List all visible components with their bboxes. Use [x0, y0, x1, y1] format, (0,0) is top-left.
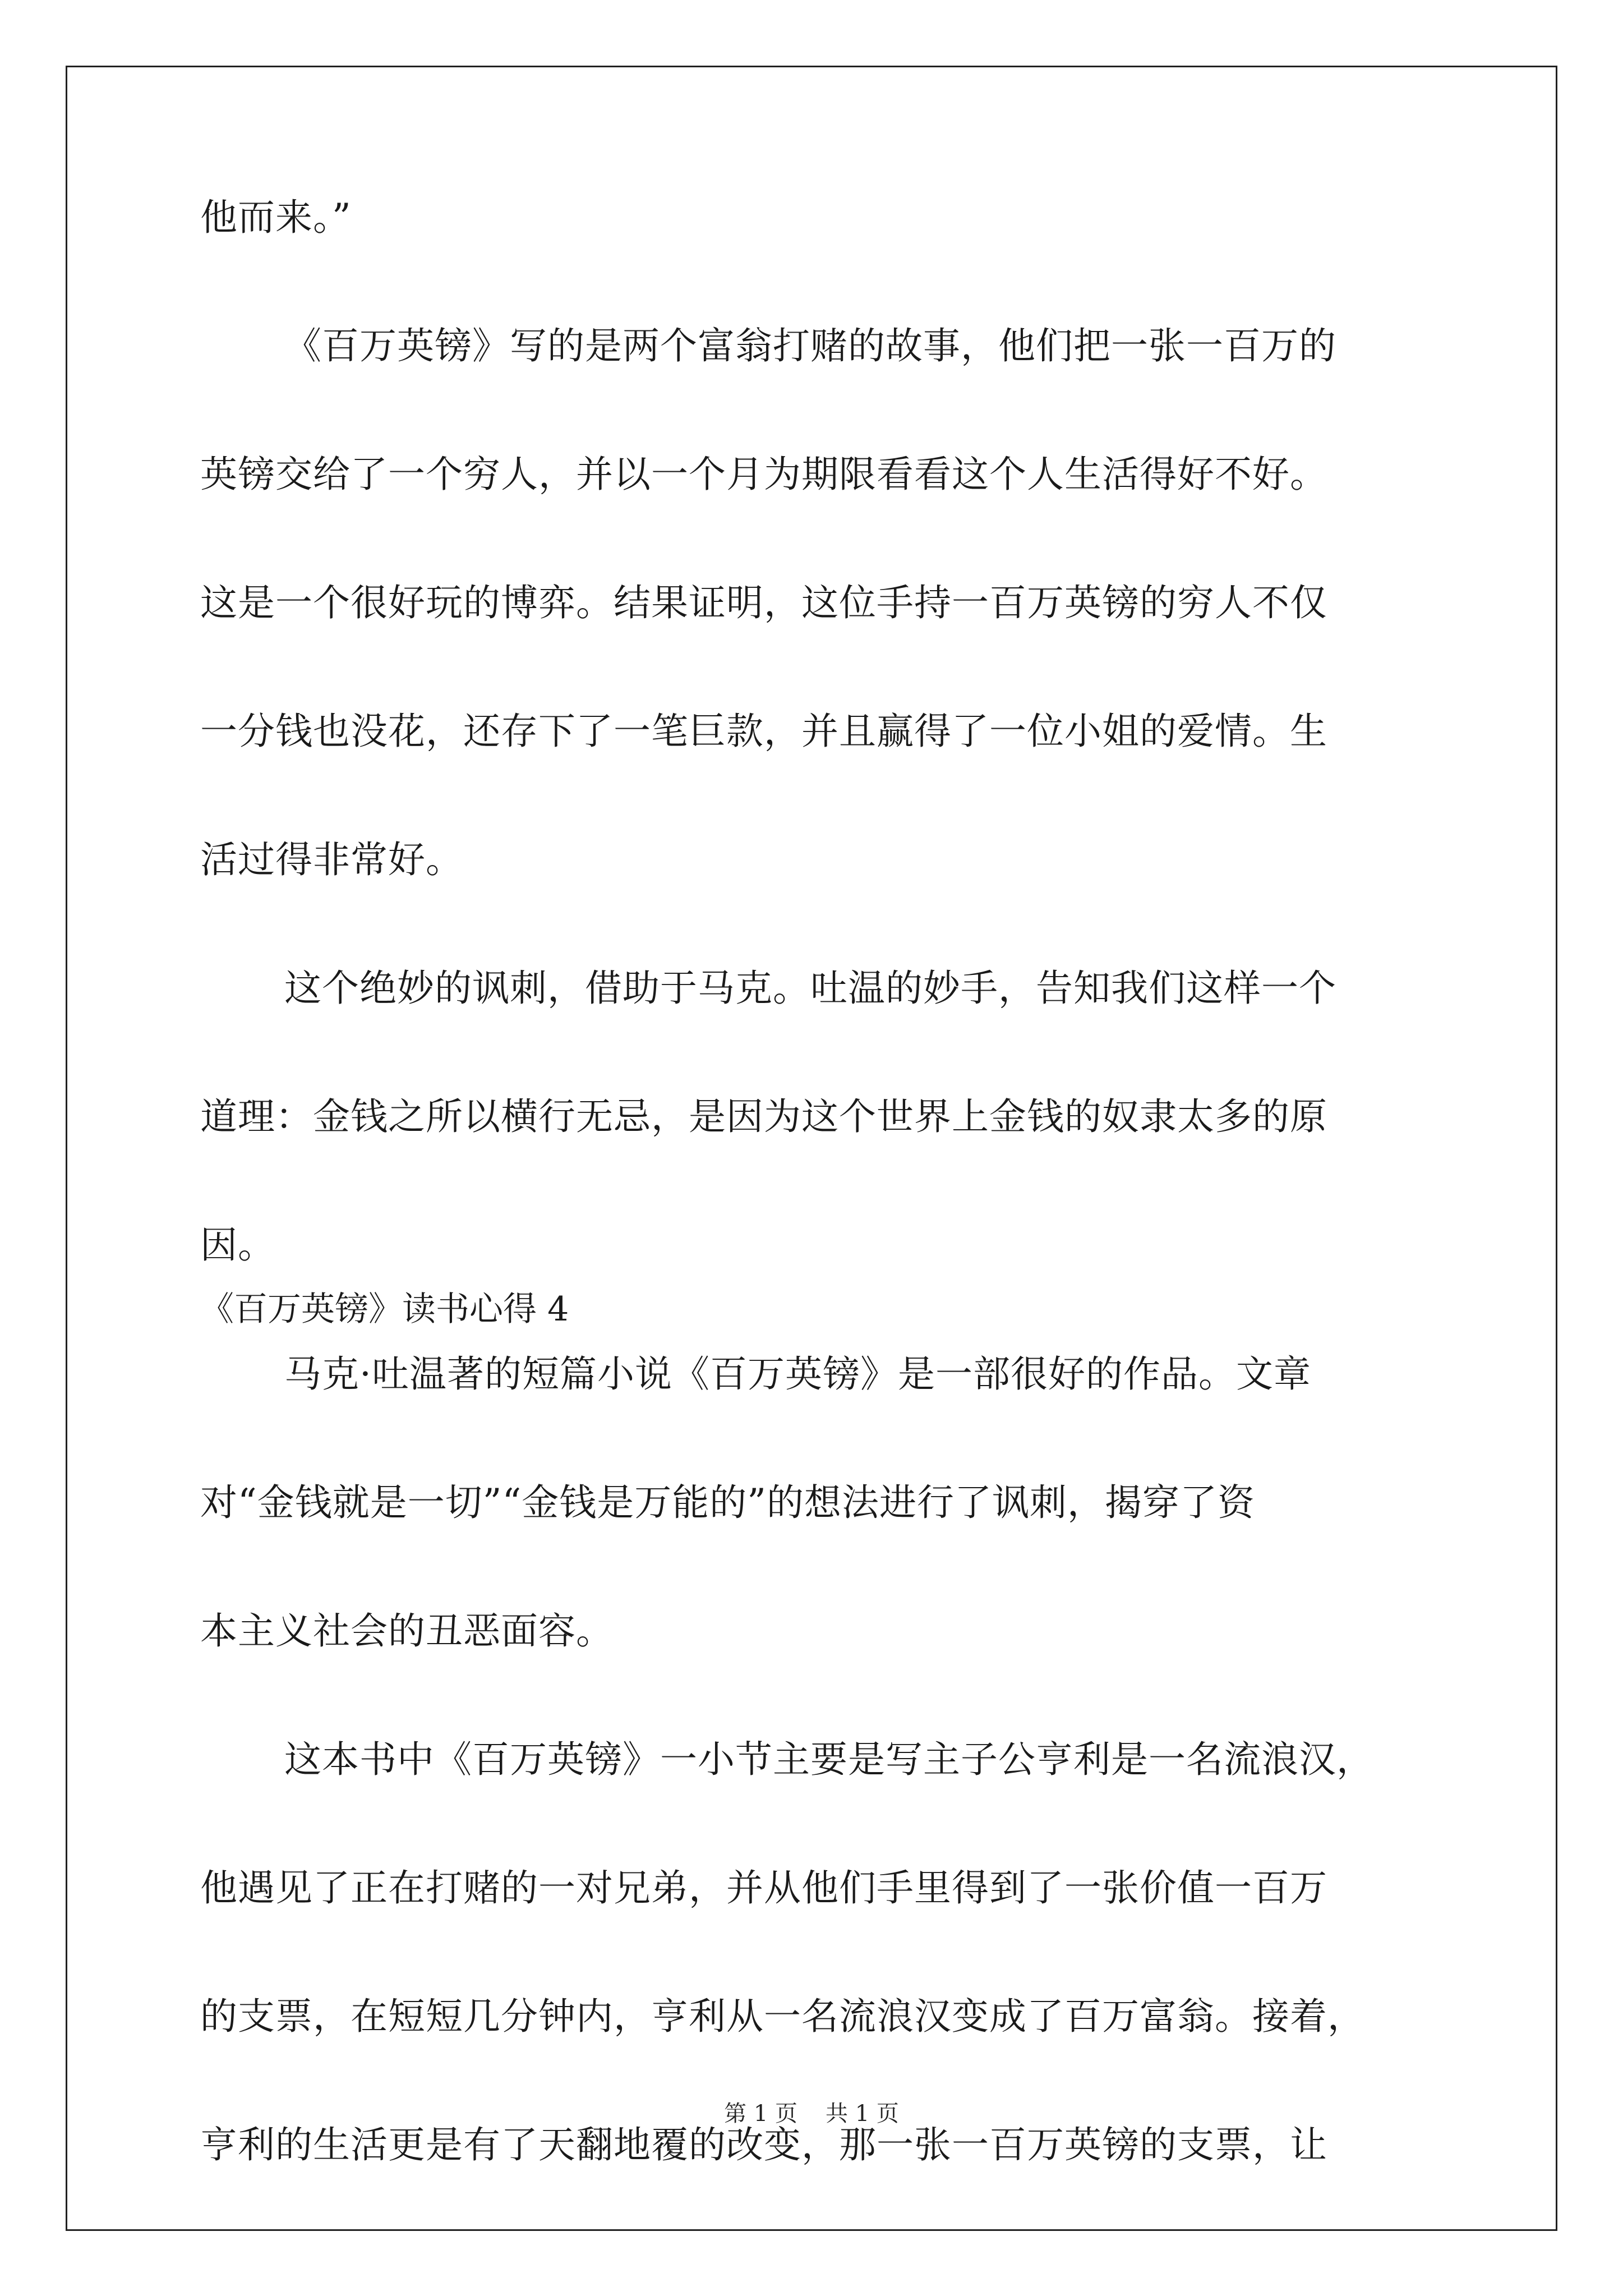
text-line: 他而来。” [200, 196, 352, 239]
line-gap [200, 1663, 1451, 1727]
paragraph-first-line: 《百万英镑》写的是两个富翁打赌的故事，他们把一张一百万的 [284, 324, 1336, 367]
line-gap [200, 763, 1451, 827]
line-gap [200, 635, 1451, 699]
paragraph-first-line: 这个绝妙的讽刺，借助于马克。吐温的妙手，告知我们这样一个 [284, 967, 1336, 1010]
line-gap [200, 1535, 1451, 1599]
line-gap [200, 250, 1451, 314]
paragraph-first-line: 马克·吐温著的短篇小说《百万英镑》是一部很好的作品。文章 [284, 1352, 1311, 1396]
line-gap [200, 892, 1451, 956]
line-gap [200, 1792, 1451, 1856]
page-number-total: 共 1 页 [826, 2101, 899, 2127]
text-line: 亨利的生活更是有了天翻地覆的改变，那一张一百万英镑的支票，让 [200, 2123, 1327, 2166]
text-line: 他遇见了正在打赌的一对兄弟，并从他们手里得到了一张价值一百万 [200, 1866, 1327, 1910]
document-body [200, 185, 1451, 2177]
paragraph-first-line: 这本书中《百万英镑》一小节主要是写主子公亨利是一名流浪汉， [284, 1738, 1374, 1781]
line-gap [200, 1020, 1451, 1084]
line-gap [200, 1406, 1451, 1470]
text-line: 道理：金钱之所以横行无忌，是因为这个世界上金钱的奴隶太多的原 [200, 1095, 1327, 1138]
line-gap [200, 1149, 1451, 1213]
line-gap [200, 378, 1451, 442]
text-line: 的支票，在短短几分钟内，亨利从一名流浪汉变成了百万富翁。接着， [200, 1995, 1365, 2038]
page-number-current: 第 1 页 [724, 2101, 797, 2127]
text-line: 一分钱也没花，还存下了一笔巨款，并且赢得了一位小姐的爱情。生 [200, 710, 1327, 753]
text-line: 活过得非常好。 [200, 838, 463, 881]
line-gap [200, 507, 1451, 570]
text-line: 这是一个很好玩的博弈。结果证明，这位手持一百万英镑的穷人不仅 [200, 581, 1327, 624]
text-line: 对“金钱就是一切”“金钱是万能的”的想法进行了讽刺，揭穿了资 [200, 1481, 1255, 1524]
text-line: 因。 [200, 1223, 275, 1267]
page-footer [0, 2097, 1623, 2131]
text-line: 本主义社会的丑恶面容。 [200, 1609, 614, 1653]
text-line: 英镑交给了一个穷人，并以一个月为期限看看这个人生活得好不好。 [200, 453, 1327, 496]
section-heading: 《百万英镑》读书心得 4 [200, 1290, 569, 1329]
line-gap [200, 1920, 1451, 1984]
